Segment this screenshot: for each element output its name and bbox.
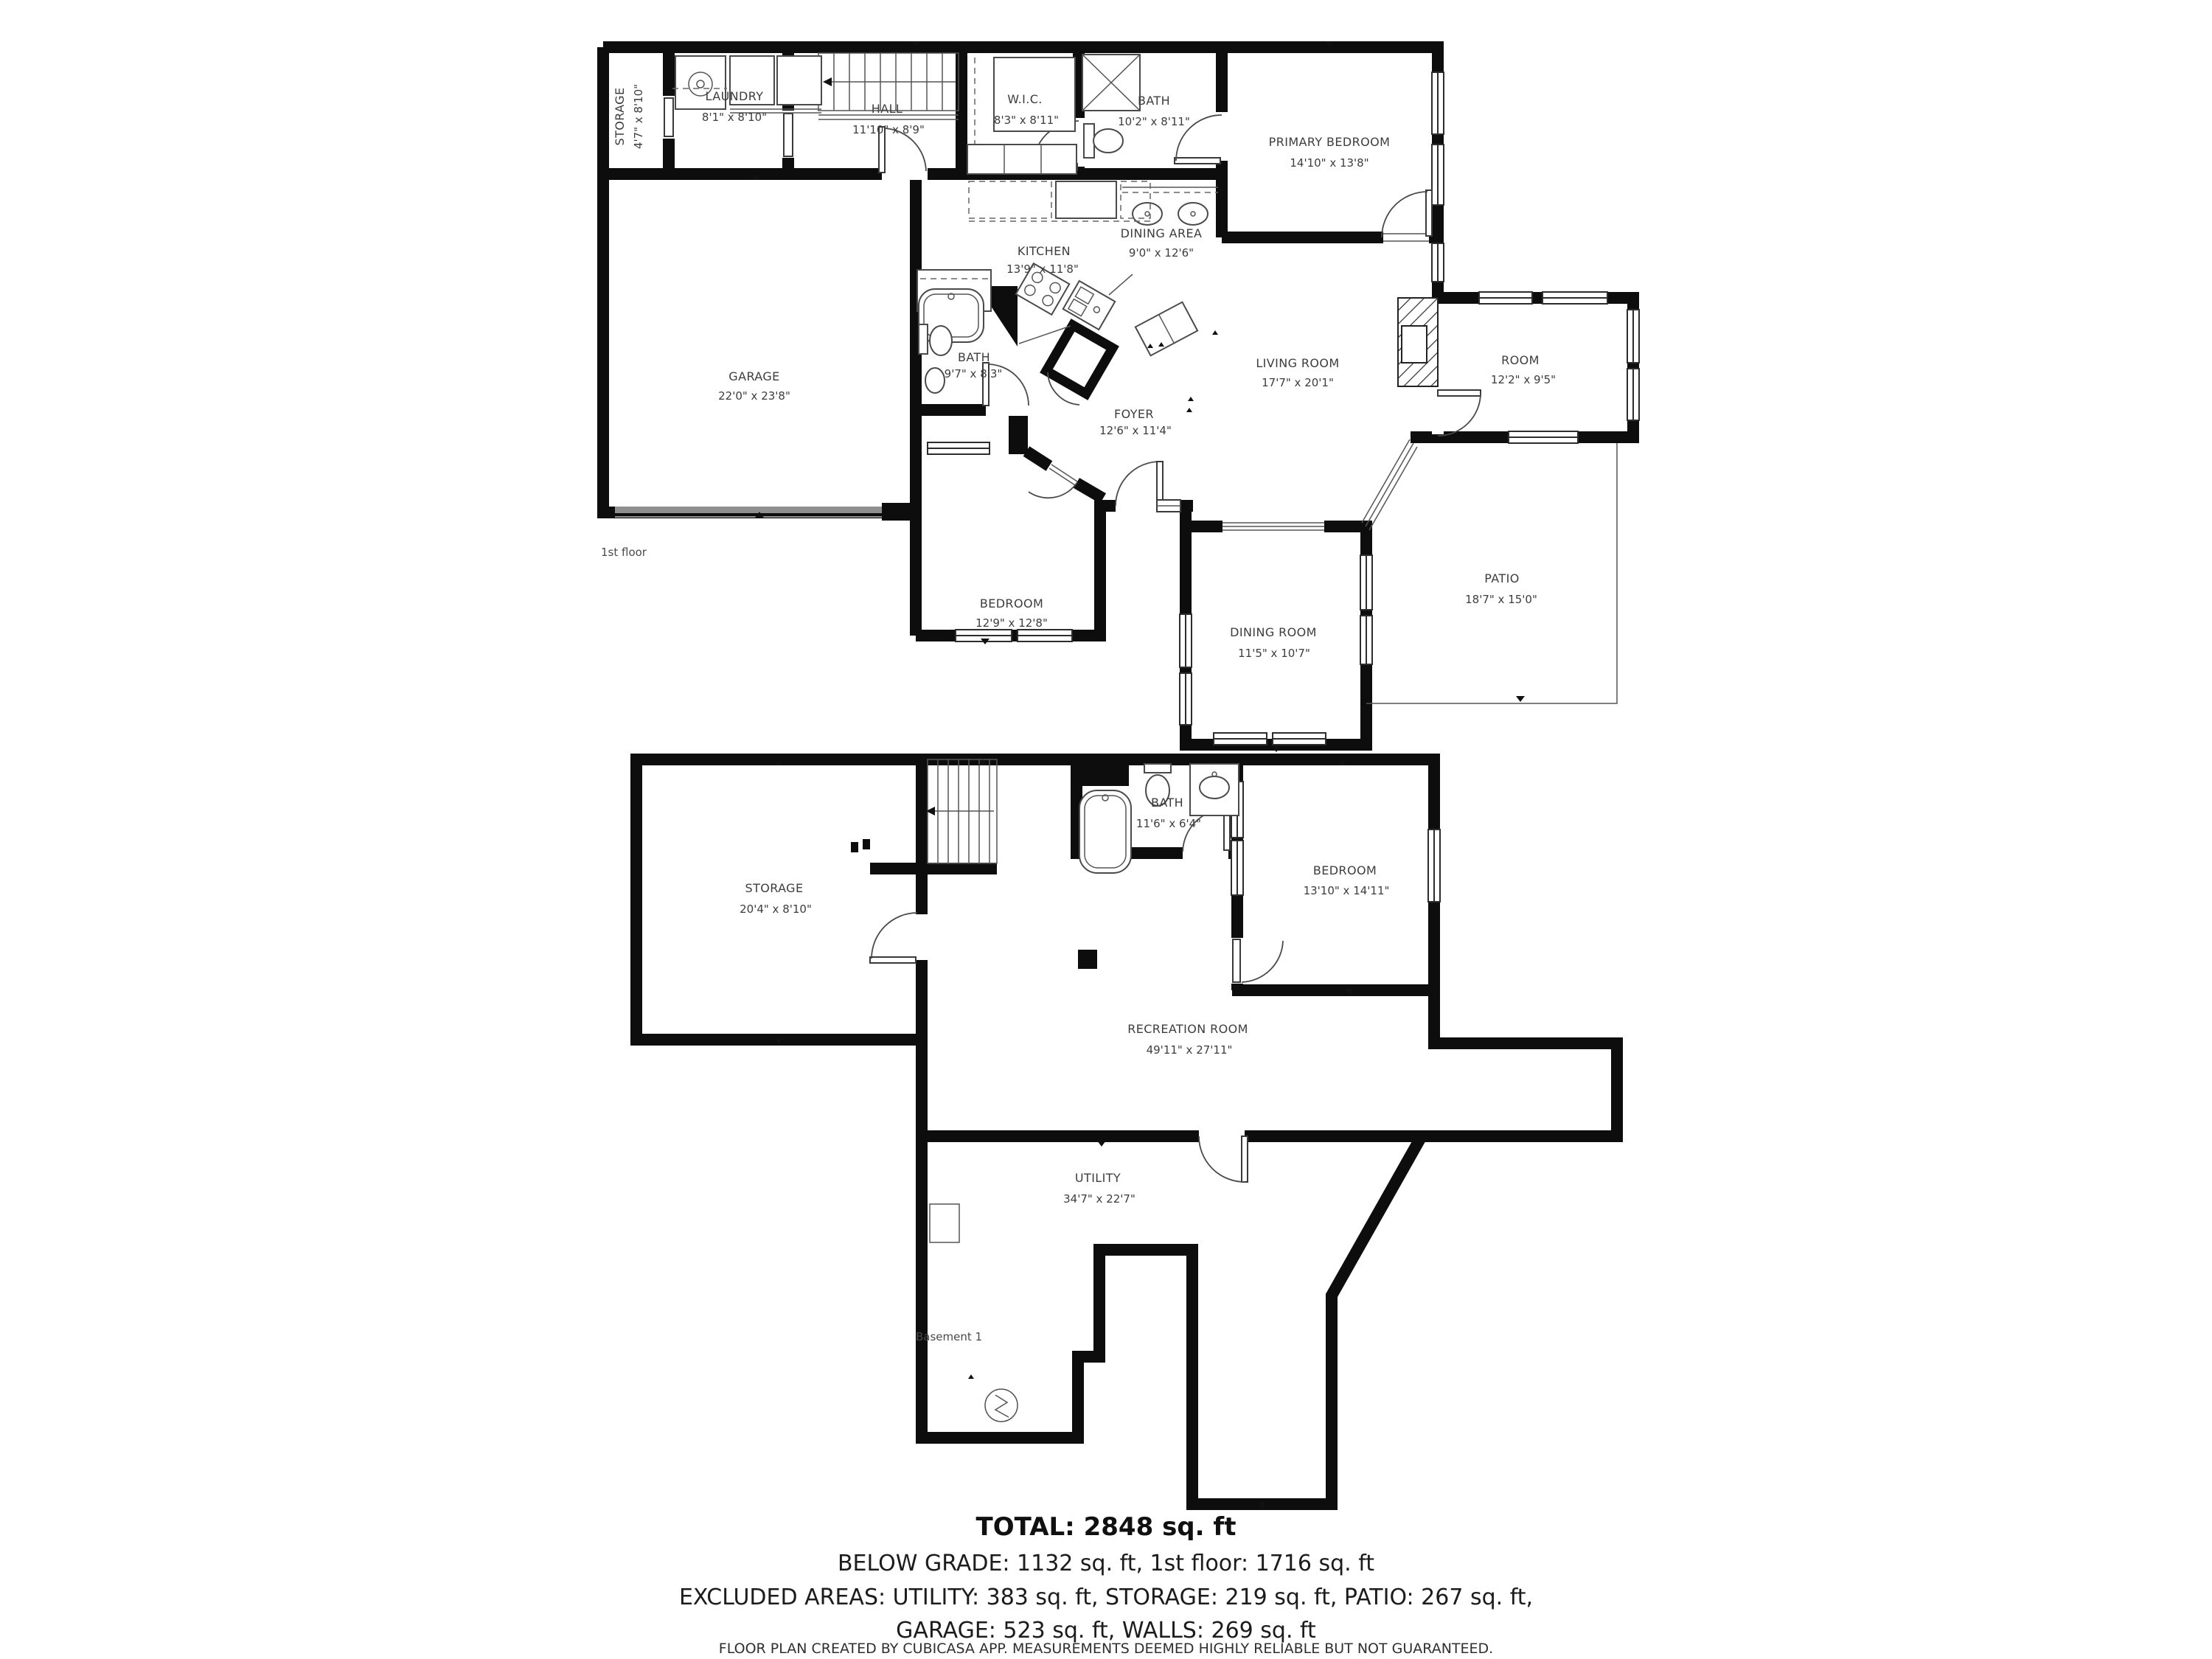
room-name: BEDROOM <box>979 597 1044 611</box>
room-name: UTILITY <box>1074 1171 1121 1185</box>
room-name: STORAGE <box>613 87 627 146</box>
room-name: W.I.C. <box>1007 92 1043 106</box>
room-dims: 4'7" x 8'10" <box>632 83 645 150</box>
basement-labels <box>740 796 1389 1343</box>
room-name: STORAGE <box>745 881 804 895</box>
room-dims: 34'7" x 22'7" <box>1063 1192 1135 1206</box>
basement-floor-label: Basement 1 <box>916 1330 983 1343</box>
room-label-garage <box>718 369 790 403</box>
bathtub <box>1079 790 1131 873</box>
room-label-bedroom <box>975 597 1048 630</box>
room-dims: 12'2" x 9'5" <box>1490 373 1557 386</box>
total-area: TOTAL: 2848 sq. ft <box>975 1512 1237 1542</box>
room-name: BATH <box>957 350 991 364</box>
room-name: FOYER <box>1114 407 1154 421</box>
room-label-living-room <box>1256 356 1339 389</box>
first-floor-label: 1st floor <box>601 546 647 559</box>
foyer-closet <box>1046 325 1113 394</box>
room-dims: 8'1" x 8'10" <box>701 111 768 124</box>
wall-ticks <box>752 41 1525 752</box>
room-name: DINING ROOM <box>1230 625 1317 639</box>
room-dims: 11'10" x 8'9" <box>852 123 925 136</box>
room-label-patio <box>1465 571 1537 606</box>
room-name: PATIO <box>1484 571 1520 585</box>
room-label-kitchen <box>1006 244 1079 276</box>
room-name: PRIMARY BEDROOM <box>1268 135 1391 149</box>
room-label-storage-b <box>740 881 812 916</box>
excluded-areas-2: GARAGE: 523 sq. ft, WALLS: 269 sq. ft <box>896 1618 1316 1644</box>
disclaimer: FLOOR PLAN CREATED BY CUBICASA APP. MEASUREMENTS DEEMED HIGHLY RELIABLE BUT NOT GUARANTEED. <box>718 1641 1494 1657</box>
room-name: GARAGE <box>728 369 780 383</box>
room-name: BEDROOM <box>1312 863 1377 877</box>
room-dims: 20'4" x 8'10" <box>740 902 812 916</box>
room-dims: 8'3" x 8'11" <box>993 114 1060 127</box>
room-dims: 18'7" x 15'0" <box>1465 593 1537 606</box>
room-name: HALL <box>871 102 903 116</box>
basement-walls <box>636 759 1617 1504</box>
room-dims: 10'2" x 8'11" <box>1118 115 1190 128</box>
sink <box>1178 203 1208 225</box>
room-dims: 9'7" x 8'3" <box>944 367 1003 380</box>
basement-plan <box>636 759 1617 1509</box>
room-dims: 13'10" x 14'11" <box>1303 884 1390 897</box>
room-name: ROOM <box>1501 353 1540 367</box>
sink <box>1200 776 1229 799</box>
room-dims: 11'5" x 10'7" <box>1238 647 1310 660</box>
room-dims: 12'9" x 12'8" <box>975 616 1048 630</box>
room-label-bedroom-b <box>1304 863 1390 897</box>
room-label-utility <box>1063 1171 1135 1206</box>
stair-arrow <box>823 77 832 86</box>
room-dims: 14'10" x 13'8" <box>1290 156 1369 170</box>
water-heater <box>985 1389 1018 1422</box>
area-summary <box>679 1512 1533 1657</box>
room-label-dining-room <box>1230 625 1317 660</box>
room-name: LAUNDRY <box>705 89 764 103</box>
room-label-foyer <box>1099 407 1172 437</box>
room-label-bath-mid <box>945 350 1003 380</box>
room-name: RECREATION ROOM <box>1127 1022 1248 1036</box>
toilet <box>930 326 952 355</box>
room-dims: 17'7" x 20'1" <box>1262 376 1334 389</box>
room-dims: 9'0" x 12'6" <box>1128 246 1194 260</box>
room-label-dining-area <box>1121 226 1203 260</box>
room-name: DINING AREA <box>1120 226 1203 240</box>
grade-areas: BELOW GRADE: 1132 sq. ft, 1st floor: 1716 sq. ft <box>837 1551 1375 1576</box>
first-floor-fixtures <box>672 55 1438 393</box>
toilet <box>1093 129 1123 153</box>
bay-window-diagonal <box>1362 439 1417 530</box>
room-label-storage <box>613 84 645 149</box>
first-floor-plan <box>601 41 1639 752</box>
room-name: KITCHEN <box>1017 244 1071 258</box>
room-dims: 11'6" x 6'4" <box>1135 817 1202 830</box>
excluded-areas-1: EXCLUDED AREAS: UTILITY: 383 sq. ft, STORAGE: 219 sq. ft, PATIO: 267 sq. ft, <box>678 1585 1534 1610</box>
room-dims: 49'11" x 27'11" <box>1146 1043 1233 1057</box>
room-name: LIVING ROOM <box>1256 356 1340 370</box>
room-label-recreation <box>1127 1022 1248 1057</box>
room-dims: 22'0" x 23'8" <box>718 389 790 403</box>
room-dims: 12'6" x 11'4" <box>1099 424 1172 437</box>
support-post <box>1078 950 1097 969</box>
dining-cabinet <box>1135 302 1197 356</box>
fireplace <box>1398 298 1438 386</box>
room-name: BATH <box>1137 94 1171 108</box>
electrical-panel <box>930 1204 959 1242</box>
room-name: BATH <box>1150 796 1184 810</box>
pedestal-sink <box>925 368 945 393</box>
room-label-room <box>1491 353 1556 386</box>
room-dims: 13'9" x 11'8" <box>1006 262 1079 276</box>
room-label-primary-bedroom <box>1269 135 1391 170</box>
